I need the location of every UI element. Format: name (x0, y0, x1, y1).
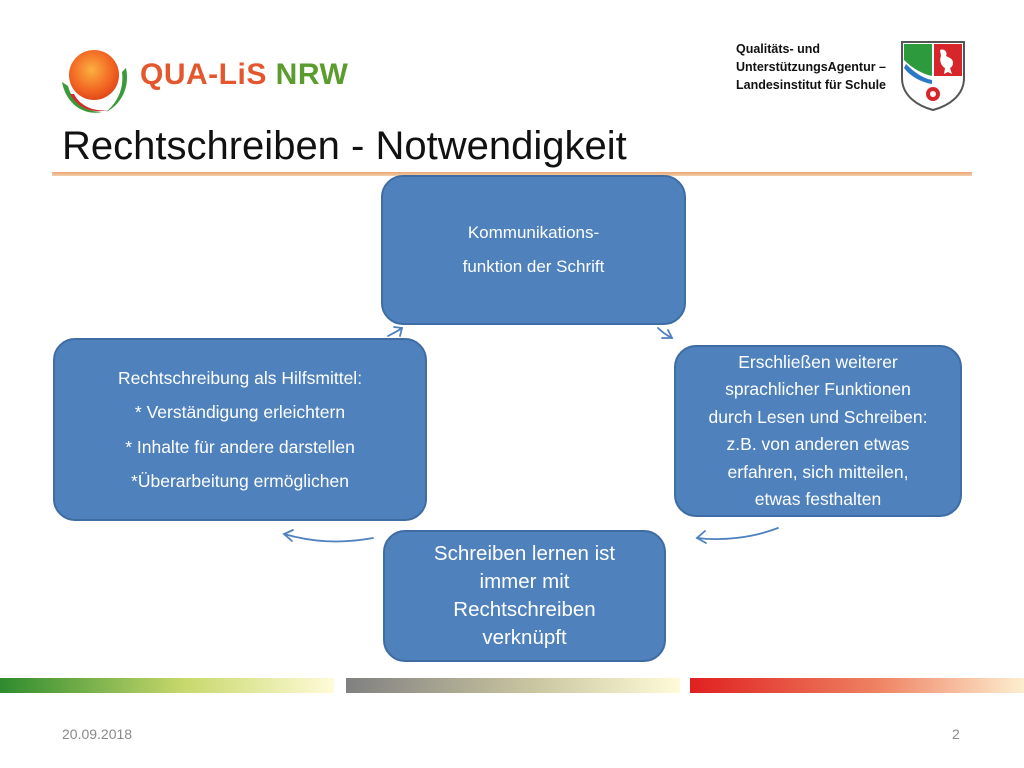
cycle-box-functions-line: etwas festhalten (754, 489, 882, 509)
agency-line-3: Landesinstitut für Schule (736, 78, 887, 92)
agency-name (736, 40, 896, 94)
arrow-left-to-top-icon (388, 328, 402, 336)
cycle-box-writing-line: Rechtschreiben (453, 598, 596, 621)
cycle-box-communication (381, 175, 686, 325)
arrow-bottom-to-left-icon (284, 534, 373, 541)
agency-line-2: UnterstützungsAgentur – (736, 60, 886, 74)
agency-line-1: Qualitäts- und (736, 42, 821, 56)
cycle-box-spelling-aid-line: * Verständigung erleichtern (134, 402, 346, 422)
qualis-logo-text (140, 58, 348, 92)
logo-text-qualis: QUA-LiS (140, 58, 267, 91)
cycle-box-functions (674, 345, 962, 517)
cycle-box-writing-line: immer mit (479, 570, 570, 593)
logo-text-nrw: NRW (275, 58, 349, 91)
cycle-box-spelling-aid-line: * Inhalte für andere darstellen (125, 436, 355, 457)
cycle-box-spelling-aid (53, 338, 427, 521)
cycle-box-writing-line: Schreiben lernen ist (433, 542, 616, 565)
cycle-box-writing (383, 530, 666, 662)
arrow-right-to-bottom-icon (697, 528, 778, 539)
footer-page-number: 2 (952, 726, 960, 742)
cycle-box-writing-line: verknüpft (482, 626, 567, 649)
arrow-bottom-to-left-head-icon (284, 530, 293, 541)
footer-bar-red (690, 678, 1024, 693)
qualis-logo-icon (56, 42, 132, 118)
footer-bar-green (0, 678, 334, 693)
nrw-crest-icon (898, 38, 968, 112)
footer-date: 20.09.2018 (62, 726, 133, 742)
cycle-box-functions-line: erfahren, sich mitteilen, (727, 461, 909, 482)
arrow-left-to-top-head-icon (394, 327, 402, 336)
cycle-box-functions-line: sprachlicher Funktionen (725, 379, 911, 399)
cycle-box-communication-line: Kommunikations- (467, 223, 600, 242)
arrow-right-to-bottom-head-icon (697, 531, 706, 543)
arrow-top-to-right-icon (658, 328, 672, 338)
cycle-box-functions-line: z.B. von anderen etwas (726, 434, 910, 454)
cycle-box-spelling-aid-line: *Überarbeitung ermöglichen (131, 471, 349, 491)
slide-title: Rechtschreiben - Notwendigkeit (62, 124, 627, 168)
cycle-box-functions-line: Erschließen weiterer (738, 351, 898, 372)
cycle-box-communication-line: funktion der Schrift (462, 257, 605, 276)
cycle-box-functions-line: durch Lesen und Schreiben: (708, 406, 928, 427)
arrow-top-to-right-head-icon (662, 330, 672, 338)
footer-bar-grey (346, 678, 680, 693)
cycle-box-spelling-aid-line: Rechtschreibung als Hilfsmittel: (117, 367, 363, 388)
